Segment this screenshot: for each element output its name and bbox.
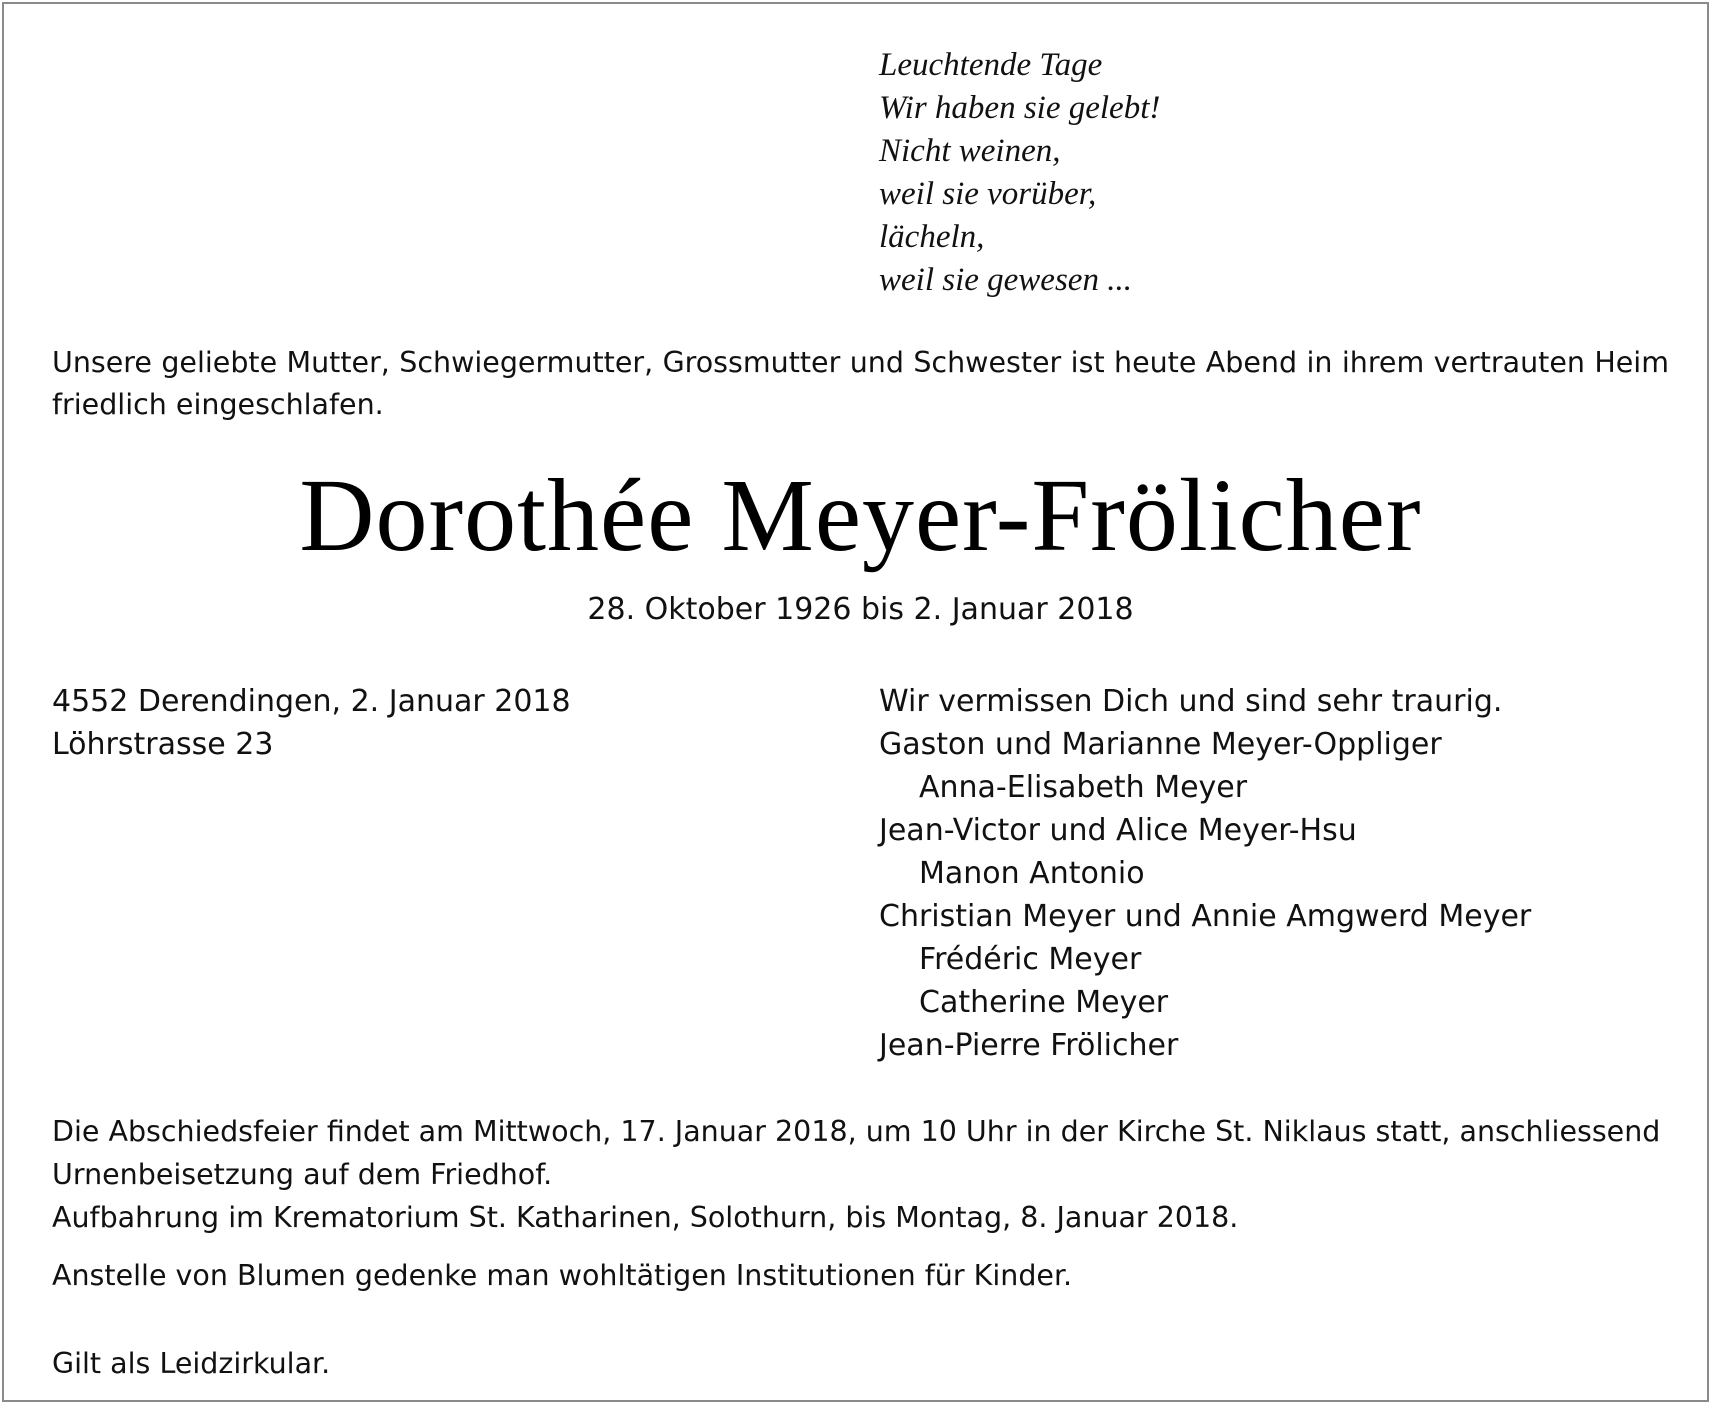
mourner-name: Frédéric Meyer [919,942,1142,977]
mourners-intro: Wir vermissen Dich und sind sehr traurig. [879,684,1503,719]
mourner-name: Jean-Victor und Alice Meyer-Hsu [879,813,1357,848]
mourner-name: Catherine Meyer [919,985,1169,1020]
circular-note: Gilt als Leidzirkular. [52,1347,331,1380]
poem-line: Nicht weinen, [879,133,1061,169]
life-dates: 28. Oktober 1926 bis 2. Januar 2018 [587,592,1134,627]
mourner-name: Jean-Pierre Frölicher [879,1028,1179,1063]
place-and-date [52,680,571,766]
deceased-name: Dorothée Meyer-Frölicher [299,458,1422,573]
poem-line: Leuchtende Tage [879,47,1103,83]
ceremony-info [52,1110,1672,1239]
mourners-list [879,680,1531,1067]
flowers-note: Anstelle von Blumen gedenke man wohltätigen Institutionen für Kinder. [52,1259,1073,1292]
address-line: Löhrstrasse 23 [52,727,274,762]
poem [879,44,1160,302]
poem-line: Wir haben sie gelebt! [879,90,1161,126]
poem-line: weil sie gewesen ... [879,262,1132,298]
mourner-name: Christian Meyer und Annie Amgwerd Meyer [879,899,1532,934]
obituary-frame [2,2,1709,1402]
intro-text-block [52,342,1669,426]
mourner-name: Anna-Elisabeth Meyer [919,770,1248,805]
poem-line: weil sie vorüber, [879,176,1097,212]
viewing-text: Aufbahrung im Krematorium St. Katharinen, Solothurn, bis Montag, 8. Januar 2018. [52,1201,1239,1234]
poem-line: lächeln, [879,219,985,255]
place-date-line: 4552 Derendingen, 2. Januar 2018 [52,684,571,719]
mourner-name: Manon Antonio [919,856,1145,891]
intro-text: Unsere geliebte Mutter, Schwiegermutter, Grossmutter und Schwester ist heute Abend in ihrem vertrauten Heim friedlich eingeschlafen. [52,346,1669,421]
mourner-name: Gaston und Marianne Meyer-Oppliger [879,727,1442,762]
ceremony-text: Die Abschiedsfeier findet am Mittwoch, 17. Januar 2018, um 10 Uhr in der Kirche St. Niklaus statt, anschliessend Urnenbeisetzung auf dem Friedhof. [52,1115,1661,1191]
